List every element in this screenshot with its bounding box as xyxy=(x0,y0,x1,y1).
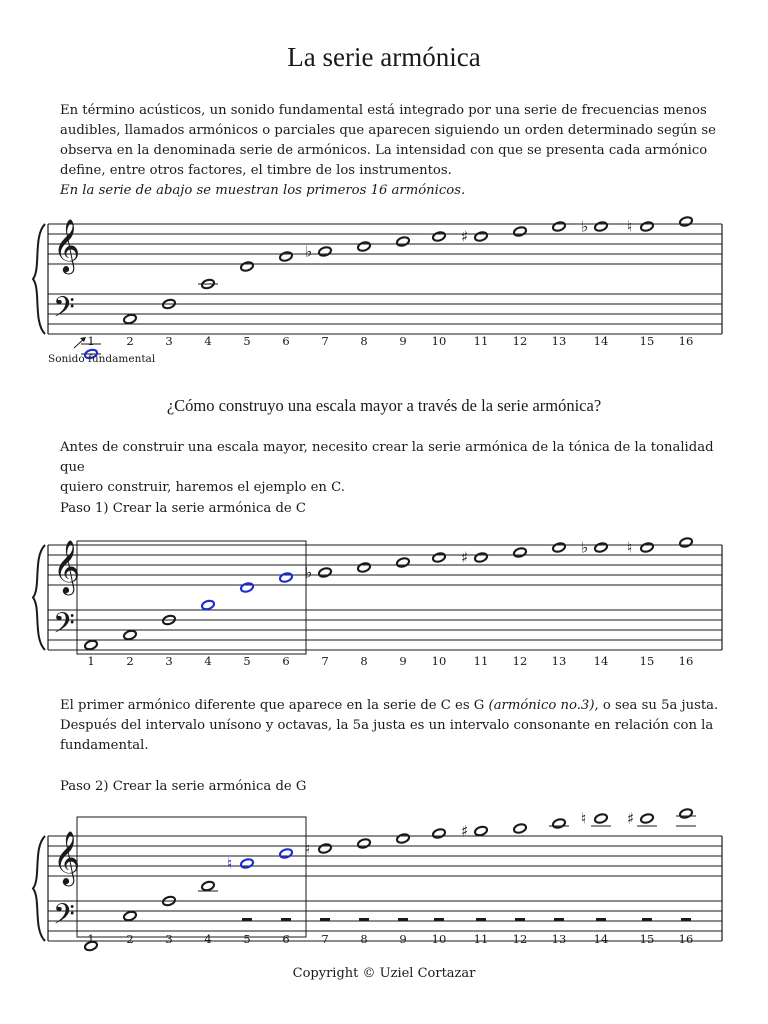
whole-note xyxy=(396,236,410,247)
g-harmonic-series-staff xyxy=(0,806,768,956)
whole-note xyxy=(279,251,293,262)
harmonic-number: 2 xyxy=(126,932,134,946)
harmonic-number: 5 xyxy=(243,654,251,668)
whole-note xyxy=(679,216,693,227)
harmonic-number: 7 xyxy=(321,334,329,348)
whole-note xyxy=(552,221,566,232)
treble-clef-icon: 𝄞 xyxy=(53,218,81,272)
whole-note xyxy=(357,838,371,849)
whole-note xyxy=(552,818,566,829)
natural-icon: ♮ xyxy=(305,839,311,858)
natural-icon: ♮ xyxy=(227,854,233,873)
harmonic-number: 9 xyxy=(399,932,407,946)
whole-note xyxy=(123,313,137,324)
harmonic-number: 15 xyxy=(639,654,655,668)
whole-note xyxy=(318,567,332,578)
whole-note xyxy=(594,221,608,232)
flat-icon: ♭ xyxy=(581,217,589,236)
harmonic-number: 6 xyxy=(282,334,290,348)
whole-note xyxy=(279,572,293,583)
whole-note xyxy=(513,547,527,558)
intro-italic-line: En la serie de abajo se muestran los primeros 16 armónicos. xyxy=(60,183,466,198)
harmonic-number: 8 xyxy=(360,334,368,348)
harmonic-number: 13 xyxy=(551,932,567,946)
after1-paragraph xyxy=(60,696,725,756)
harmonic-number: 10 xyxy=(431,932,447,946)
intro-line: audibles, llamados armónicos o parciales que aparecen siguiendo un orden determinado según se xyxy=(60,123,716,138)
whole-note xyxy=(474,231,488,242)
natural-icon: ♮ xyxy=(581,809,587,828)
harmonic-number: 8 xyxy=(360,932,368,946)
half-rest-icon xyxy=(681,918,691,921)
harmonic-number: 16 xyxy=(678,932,694,946)
harmonic-number: 16 xyxy=(678,654,694,668)
harmonic-number: 9 xyxy=(399,654,407,668)
whole-note xyxy=(594,542,608,553)
section-heading: ¿Cómo construyo una escala mayor a través de la serie armónica? xyxy=(166,396,602,415)
whole-note xyxy=(201,599,215,610)
fundamental-label: Sonido fundamental xyxy=(48,353,156,365)
whole-note xyxy=(318,843,332,854)
harmonic-number: 5 xyxy=(243,334,251,348)
whole-note xyxy=(240,261,254,272)
harmonic-number: 9 xyxy=(399,334,407,348)
page-title: La serie armónica xyxy=(287,42,481,72)
harmonic-number: 4 xyxy=(204,654,212,668)
after1-italic: (armónico no.3) xyxy=(488,698,595,713)
whole-note xyxy=(84,639,98,650)
sharp-icon: ♯ xyxy=(461,548,469,567)
flat-icon: ♭ xyxy=(305,242,313,261)
harmonic-number: 6 xyxy=(282,932,290,946)
step2-label: Paso 2) Crear la serie armónica de G xyxy=(60,779,307,794)
whole-note xyxy=(279,848,293,859)
harmonic-number: 1 xyxy=(87,334,95,348)
whole-note xyxy=(240,858,254,869)
harmonic-number: 8 xyxy=(360,654,368,668)
whole-note xyxy=(432,828,446,839)
harmonic-number: 3 xyxy=(165,654,173,668)
harmonic-number: 4 xyxy=(204,334,212,348)
treble-clef-icon: 𝄞 xyxy=(53,539,81,593)
sharp-icon: ♯ xyxy=(461,822,469,840)
harmonic-number: 7 xyxy=(321,932,329,946)
half-rest-icon xyxy=(242,918,252,921)
harmonic-number: 5 xyxy=(243,932,251,946)
whole-note xyxy=(640,221,654,232)
harmonic-number: 11 xyxy=(473,334,489,348)
explain-paragraph xyxy=(60,438,725,498)
c-harmonic-series-staff xyxy=(0,525,768,675)
harmonic-number: 15 xyxy=(639,334,655,348)
half-rest-icon xyxy=(434,918,444,921)
brace xyxy=(33,545,45,650)
flat-icon: ♭ xyxy=(305,563,313,582)
harmonic-number: 3 xyxy=(165,932,173,946)
brace xyxy=(33,224,45,334)
intro-paragraph xyxy=(60,101,725,201)
harmonic-number: 10 xyxy=(431,654,447,668)
after1-line xyxy=(60,696,725,716)
half-rest-icon xyxy=(642,918,652,921)
after1-line: Después del intervalo unísono y octavas, la 5a justa es un intervalo consonante en relación con la xyxy=(60,718,714,733)
harmonic-number: 11 xyxy=(473,654,489,668)
harmonic-number: 3 xyxy=(165,334,173,348)
harmonic-number: 2 xyxy=(126,334,134,348)
whole-note xyxy=(640,542,654,553)
whole-note xyxy=(474,552,488,563)
whole-note xyxy=(357,241,371,252)
whole-note xyxy=(123,629,137,640)
natural-icon: ♮ xyxy=(627,538,633,557)
whole-note xyxy=(432,231,446,242)
explain-line: Antes de construir una escala mayor, necesito crear la serie armónica de la tónica de la tonalidad que xyxy=(60,440,714,475)
brace xyxy=(33,836,45,941)
harmonic-number: 6 xyxy=(282,654,290,668)
whole-note xyxy=(240,582,254,593)
bass-clef-icon: 𝄢 xyxy=(53,898,75,938)
harmonic-number: 12 xyxy=(512,334,528,348)
explain-line: quiero construir, haremos el ejemplo en C. xyxy=(60,480,345,495)
harmonic-number: 13 xyxy=(551,334,567,348)
half-rest-icon xyxy=(359,918,369,921)
highlight-box xyxy=(77,817,306,937)
harmonic-number: 12 xyxy=(512,654,528,668)
harmonic-number: 15 xyxy=(639,932,655,946)
copyright: Copyright © Uziel Cortazar xyxy=(292,966,476,981)
whole-note xyxy=(123,910,137,921)
whole-note xyxy=(679,537,693,548)
intro-line: En término acústicos, un sonido fundamental está integrado por una serie de frecuencias menos xyxy=(60,103,707,118)
whole-note xyxy=(640,813,654,824)
harmonic-number: 13 xyxy=(551,654,567,668)
whole-note xyxy=(201,880,215,891)
step1-label: Paso 1) Crear la serie armónica de C xyxy=(60,501,306,516)
sharp-icon: ♯ xyxy=(461,227,469,246)
flat-icon: ♭ xyxy=(581,538,589,557)
after1-text: , o sea su 5a justa. xyxy=(594,698,719,713)
whole-note xyxy=(432,552,446,563)
whole-note xyxy=(357,562,371,573)
half-rest-icon xyxy=(398,918,408,921)
harmonic-number: 14 xyxy=(593,654,609,668)
half-rest-icon xyxy=(476,918,486,921)
harmonic-number: 11 xyxy=(473,932,489,946)
highlight-box xyxy=(77,541,306,654)
whole-note xyxy=(318,246,332,257)
after1-text: El primer armónico diferente que aparece en la serie de C es G xyxy=(60,698,489,713)
half-rest-icon xyxy=(281,918,291,921)
whole-note xyxy=(474,825,488,836)
bass-clef-icon: 𝄢 xyxy=(53,607,75,647)
whole-note xyxy=(513,823,527,834)
harmonic-number: 4 xyxy=(204,932,212,946)
bass-clef-icon: 𝄢 xyxy=(53,291,75,331)
half-rest-icon xyxy=(515,918,525,921)
whole-note xyxy=(396,833,410,844)
harmonic-number: 10 xyxy=(431,334,447,348)
harmonic-number: 12 xyxy=(512,932,528,946)
harmonic-number: 14 xyxy=(593,334,609,348)
half-rest-icon xyxy=(320,918,330,921)
whole-note xyxy=(396,557,410,568)
harmonic-number: 2 xyxy=(126,654,134,668)
treble-clef-icon: 𝄞 xyxy=(53,830,81,884)
whole-note xyxy=(513,226,527,237)
harmonic-number: 14 xyxy=(593,932,609,946)
whole-note xyxy=(679,808,693,819)
harmonic-number: 16 xyxy=(678,334,694,348)
whole-note xyxy=(594,813,608,824)
sharp-icon: ♯ xyxy=(627,809,635,828)
after1-line: fundamental. xyxy=(60,738,149,753)
whole-note xyxy=(552,542,566,553)
half-rest-icon xyxy=(554,918,564,921)
harmonic-number: 1 xyxy=(87,932,95,946)
harmonic-number: 7 xyxy=(321,654,329,668)
natural-icon: ♮ xyxy=(627,217,633,236)
harmonic-number: 1 xyxy=(87,654,95,668)
intro-line: define, entre otros factores, el timbre de los instrumentos. xyxy=(60,163,452,178)
intro-line: observa en la denominada serie de armónicos. La intensidad con que se presenta cada armónico xyxy=(60,143,708,158)
harmonic-series-staff xyxy=(0,210,768,360)
half-rest-icon xyxy=(596,918,606,921)
